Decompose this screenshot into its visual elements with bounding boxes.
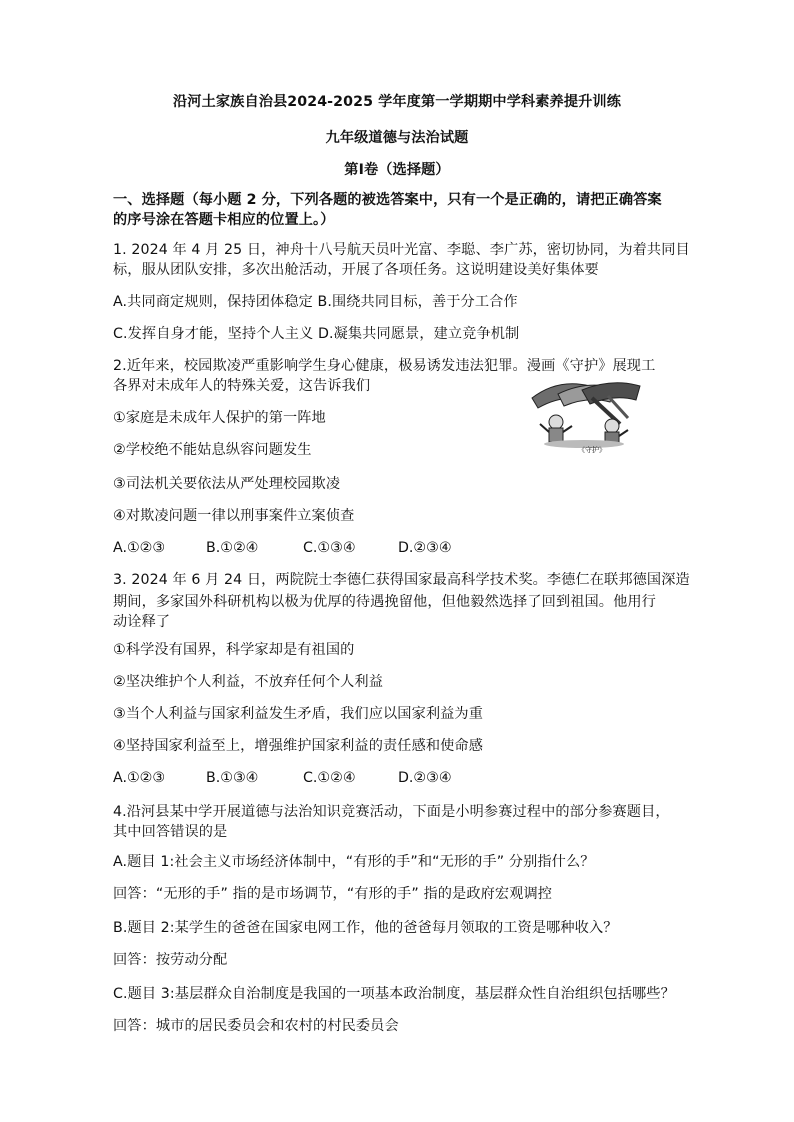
section-instruction-line2: 的序号涂在答题卡相应的位置上。） <box>113 212 335 228</box>
q4-item-b-answer: 回答：按劳动分配 <box>113 952 228 968</box>
q4-stem-line2: 其中回答错误的是 <box>113 824 228 840</box>
q2-stem-line1: 2.近年来，校园欺凌严重影响学生身心健康，极易诱发违法犯罪。漫画《守护》展现工 <box>113 358 656 374</box>
q2-statement-2: ②学校绝不能姑息纵容问题发生 <box>113 442 312 458</box>
q4-item-c-answer: 回答：城市的居民委员会和农村的村民委员会 <box>113 1018 399 1034</box>
q2-option-a: A.①②③ <box>113 540 166 556</box>
q3-option-a: A.①②③ <box>113 770 166 786</box>
q3-statement-2: ②坚决维护个人利益，不放弃任何个人利益 <box>113 674 383 690</box>
q3-statement-4: ④坚持国家利益至上，增强维护国家利益的责任感和使命感 <box>113 738 484 754</box>
q1-stem-line2: 标，服从团队安排，多次出舱活动，开展了各项任务。这说明建设美好集体要 <box>113 262 599 278</box>
q2-statement-3: ③司法机关要依法从严处理校园欺凌 <box>113 476 341 492</box>
q4-item-a-question: A.题目 1:社会主义市场经济体制中，“有形的手”和“无形的手” 分别指什么？ <box>113 854 595 870</box>
q4-stem-line1: 4.沿河县某中学开展道德与法治知识竞赛活动，下面是小明参赛过程中的部分参赛题目， <box>113 804 670 820</box>
q3-stem-line1: 3. 2024 年 6 月 24 日，两院院士李德仁获得国家最高科学技术奖。李德仁在联邦德国深造 <box>113 572 690 588</box>
cartoon-guardian-image <box>528 378 644 454</box>
q3-option-d: D.②③④ <box>398 770 452 786</box>
q1-options-cd: C.发挥自身才能，坚持个人主义 D.凝集共同愿景，建立竞争机制 <box>113 326 520 342</box>
q2-statement-4: ④对欺凌问题一律以刑事案件立案侦查 <box>113 508 355 524</box>
q2-option-c: C.①③④ <box>303 540 356 556</box>
exam-subtitle: 九年级道德与法治试题 <box>325 130 469 146</box>
q1-options-ab: A.共同商定规则，保持团体稳定 B.围绕共同目标，善于分工合作 <box>113 294 518 310</box>
q1-stem-line1: 1. 2024 年 4 月 25 日，神舟十八号航天员叶光富、李聪、李广苏，密切协同，为着共同目 <box>113 242 690 258</box>
q2-statement-1: ①家庭是未成年人保护的第一阵地 <box>113 410 326 426</box>
q2-stem-line2: 各界对未成年人的特殊关爱，这告诉我们 <box>113 378 371 394</box>
q4-item-b-question: B.题目 2:某学生的爸爸在国家电网工作，他的爸爸每月领取的工资是哪种收入？ <box>113 920 618 936</box>
q3-statement-1: ①科学没有国界，科学家却是有祖国的 <box>113 642 355 658</box>
q3-stem-line3: 动诠释了 <box>113 614 171 630</box>
q3-option-c: C.①②④ <box>303 770 356 786</box>
cartoon-caption: 《守护》 <box>578 446 606 454</box>
section-instruction-line1: 一、选择题（每小题 2 分，下列各题的被选答案中，只有一个是正确的，请把正确答案 <box>113 192 662 208</box>
q2-option-d: D.②③④ <box>398 540 452 556</box>
q2-option-b: B.①②④ <box>206 540 259 556</box>
exam-title: 沿河土家族自治县2024-2025 学年度第一学期期中学科素养提升训练 <box>173 94 621 110</box>
q3-statement-3: ③当个人利益与国家利益发生矛盾，我们应以国家利益为重 <box>113 706 484 722</box>
volume-heading: 第Ⅰ卷（选择题） <box>344 162 450 178</box>
q4-item-a-answer: 回答：“无形的手” 指的是市场调节，“有形的手” 指的是政府宏观调控 <box>113 886 553 902</box>
q3-option-b: B.①③④ <box>206 770 259 786</box>
q3-stem-line2: 期间，多家国外科研机构以极为优厚的待遇挽留他，但他毅然选择了回到祖国。他用行 <box>113 594 656 610</box>
q4-item-c-question: C.题目 3:基层群众自治制度是我国的一项基本政治制度，基层群众性自治组织包括哪些？ <box>113 986 675 1002</box>
